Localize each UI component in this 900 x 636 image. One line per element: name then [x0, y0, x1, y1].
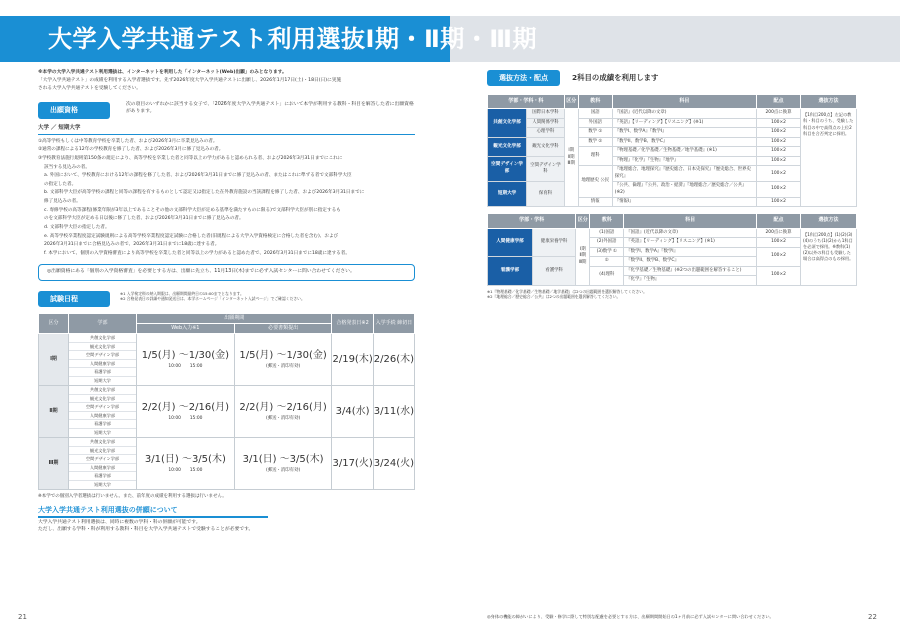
qualification-header: [38, 102, 415, 118]
kubun-cell: Ⅰ期: [39, 334, 69, 386]
dept: 人間健康学部: [69, 360, 136, 369]
doc-period: [234, 334, 332, 386]
time: 10:00 15:00: [168, 467, 203, 473]
course-cell: 『国語』(近代以降の文章): [624, 228, 757, 238]
course-cell: 『公共、倫理』『公共、政治・経済』『地理総合／歴史総合／公共』(※2): [612, 182, 756, 198]
score-cell: 200点に換算: [757, 109, 801, 119]
selection-heading: 選抜方法・配点: [487, 70, 560, 86]
sub: (郵送・消印有効): [266, 363, 301, 369]
method-cell: 【1科目200点】左記の教科・科目のうち、受験した科目の中で高得点の上位2科目を合否判定に採用。: [801, 109, 857, 207]
list-item: f. 本学において、個別の入学資格審査により高等学校を卒業した者と同等以上の学力があると認めた者で、2026年3月31日までに18歳に達する者。: [44, 251, 350, 257]
dept: 短期大学: [94, 429, 111, 435]
table-row: [488, 228, 857, 238]
score-cell: 100×2: [757, 147, 801, 157]
sub: (郵送・消印有効): [266, 467, 301, 473]
course-cell: 『数学II、数学B、数学C』: [612, 137, 756, 147]
dept: 空間デザイン学部: [69, 351, 136, 360]
col-header: 配点: [757, 214, 801, 228]
dept: 空間デザイン学部: [69, 403, 136, 412]
list-item: 該当する見込みの者。: [44, 164, 90, 170]
score-cell: 100×2: [757, 197, 801, 207]
score-cell: 100×2: [757, 128, 801, 138]
concurrent-line: 大学入学共通テスト利用選抜は、同時に複数の学科・科の併願が可能です。: [38, 519, 201, 525]
course-cell: 『化学』『生物』: [624, 276, 757, 286]
col-header: 入学手続 締切日: [373, 313, 414, 334]
dept: 短期大学: [94, 377, 111, 383]
score-cell: 100×2: [757, 238, 801, 248]
qualification-sub: 大学 ／ 短期大学: [38, 125, 415, 135]
list-item: ①高等学校もしくは中等教育学校を卒業した者、および2026年3月に卒業見込みの者。: [38, 138, 218, 144]
dept: 観光文化学部: [69, 395, 136, 404]
subject-cell: (1)国語: [590, 228, 624, 238]
header: [0, 0, 900, 70]
qualification-heading: 出願資格: [38, 102, 110, 118]
col-header: 配点: [757, 95, 801, 109]
schedule-footnote: ※本学での個別入学者選抜は行いません。また、前年度の成績を利用する選抜は行いません。: [38, 494, 227, 500]
qualification-list: [38, 139, 415, 258]
list-item: c. 専修学校の高等課程(修業年限が3年以上であることその他の文部科学大臣が定める基準を満たすものに限る)で文部科学大臣が別に指定するも: [44, 207, 341, 213]
course-cell: 『化学基礎／生物基礎』(※2つの出題範囲を解答すること): [624, 266, 757, 276]
list-item: の指定した者。: [44, 181, 77, 187]
course-cell: 『数学I、数学A』『数学I』: [612, 128, 756, 138]
faculty-cell: 空間デザイン学部: [488, 156, 527, 181]
subject-cell: 国語: [578, 109, 612, 119]
dept: 共創文化学部: [69, 334, 136, 343]
list-item: a. 外国において、学校教育における12年の課程を修了した者、および2026年3月31日までに修了見込みの者、またはこれに準ずる者で文部科学大臣: [44, 173, 352, 179]
list-item: b. 文部科学大臣が高等学校の課程と同等の課程を有するものとして認定又は指定した在外教育施設の当該課程を修了した者、および2026年3月31日までに: [44, 190, 365, 196]
col-header: 区分: [576, 214, 590, 228]
dept-cell: 看護学科: [532, 257, 575, 286]
dept-list: [69, 334, 137, 386]
dept-cell: 人間関係学科: [527, 118, 565, 128]
score-cell: 100×2: [757, 166, 801, 182]
subject-cell: 理科: [578, 147, 612, 166]
selection-table-1: [487, 94, 857, 207]
concurrent-line: ただし、出願する学科・科が利用する教科・科目を大学入学共通テストで受験することが必要です。: [38, 526, 254, 532]
selection-table-2: [487, 213, 857, 285]
list-item: 修了見込みの者。: [44, 199, 81, 205]
col-header: 合格発表日※2: [332, 313, 373, 334]
kubun-cell: Ⅲ期: [39, 438, 69, 490]
dept-list: [69, 438, 137, 490]
col-header: 必要書類提出: [234, 324, 332, 334]
course-cell: 『物理』『化学』『生物』『地学』: [612, 156, 756, 166]
table-row: [39, 438, 415, 490]
course-cell: 『地理総合、地理探究』『歴史総合、日本史探究』『歴史総合、世界史探究』: [612, 166, 756, 182]
subject-cell: 数学 ①: [578, 128, 612, 138]
enroll-date: 3/11(水): [373, 386, 414, 438]
dept: 観光文化学部: [69, 447, 136, 456]
list-item: 2026年3月31日までに合格見込みの者で、2026年3月31日までに18歳に達する者。: [44, 242, 220, 248]
dept-cell: 観光文化学科: [527, 137, 565, 156]
page-title: 大学入学共通テスト利用選抜Ⅰ期・Ⅱ期・Ⅲ期: [48, 25, 537, 53]
faculty-cell: 短期大学: [488, 182, 527, 207]
intro-text: [38, 70, 415, 92]
course-cell: 『情報I』: [612, 197, 756, 207]
subject-cell: (4)理科: [590, 266, 624, 285]
doc-period: [234, 438, 332, 490]
col-header: Web入力※1: [137, 324, 235, 334]
kubun-cell: Ⅰ期 Ⅱ期 Ⅲ期: [576, 228, 590, 285]
dept: 空間デザイン学部: [69, 455, 136, 464]
dept: 短期大学: [94, 481, 111, 487]
score-cell: 100×2: [757, 182, 801, 198]
table-row: [39, 334, 415, 386]
enroll-date: 3/24(火): [373, 438, 414, 490]
score-cell: 100×2: [757, 247, 801, 266]
course-cell: 『数学II、数学B、数学C』: [624, 257, 757, 267]
footnote: ※1『物理基礎／化学基礎／生物基礎／地学基礎』は2つの出題範囲を選択解答してください。: [487, 288, 647, 294]
col-header: 科目: [612, 95, 756, 109]
list-item: d. 文部科学大臣の指定した者。: [44, 225, 110, 231]
bottom-note: ◎身体の機能の障がいにより、受験・修学に際して特別な配慮を必要とする方は、出願期間開始日の1ヶ月前に必ず入試センターに問い合わせください。: [487, 614, 774, 619]
col-header: 教科: [590, 214, 624, 228]
dept: 観光文化学部: [69, 343, 136, 352]
intro-line: 「大学入学共通テスト」の成績を利用する入学者選抜です。先ず2026年度大学入学共通テストに出願し、2026年1月17日(土)・18日(日)に実施: [38, 77, 342, 83]
dept-list: [69, 386, 137, 438]
subject-cell: 数学 ②: [578, 137, 612, 147]
result-date: 2/19(木): [332, 334, 373, 386]
right-page: [487, 70, 857, 300]
faculty-cell: 看護学部: [488, 257, 533, 286]
time: 10:00 15:00: [168, 415, 203, 421]
col-header: 学部・学科・科: [488, 95, 565, 109]
col-header: 学部: [69, 313, 137, 334]
table-row: [39, 386, 415, 438]
time: 10:00 15:00: [168, 363, 203, 369]
kubun-cell: Ⅱ期: [39, 386, 69, 438]
dept-cell: 国際日本学科: [527, 109, 565, 119]
sub: (郵送・消印有効): [266, 415, 301, 421]
list-item: e. 高等学校卒業程度認定試験規則による高等学校卒業程度認定試験に合格した者(旧規程による大学入学資格検定に合格した者を含む)、および: [44, 233, 339, 239]
dept: 人間健康学部: [69, 464, 136, 473]
selection-footnotes: [487, 289, 857, 300]
subject-cell: 地理歴史 公民: [578, 166, 612, 198]
intro-line: される大学入学共通テストを受験してください。: [38, 85, 141, 91]
dept: 看護学部: [69, 368, 136, 377]
concurrent-text: [38, 520, 415, 534]
result-date: 3/4(水): [332, 386, 373, 438]
col-header: 選抜方法: [801, 214, 857, 228]
subject-cell: 外国語: [578, 118, 612, 128]
col-header: 学部・学科: [488, 214, 576, 228]
schedule-table: [38, 313, 415, 491]
doc-period: [234, 386, 332, 438]
dept: 共創文化学部: [69, 386, 136, 395]
intro-line: ※本学の大学入学共通テスト利用選抜は、インターネットを利用した「インターネット(Web)出願」のみとなります。: [38, 70, 287, 75]
table-row: [488, 109, 857, 119]
date: 2/2(月) ～2/16(月): [141, 402, 230, 414]
list-item: のを文部科学大臣が定める日以後に修了した者、および2026年3月31日までに修了見込みの者。: [44, 216, 244, 222]
score-cell: 100×2: [757, 156, 801, 166]
col-header: 区分: [564, 95, 578, 109]
col-header: 選抜方法: [801, 95, 857, 109]
schedule-heading: 試験日程: [38, 291, 110, 307]
course-cell: 『英語』【リーディング】【リスニング】(※1): [612, 118, 756, 128]
score-cell: 100×2: [757, 266, 801, 285]
dept: 看護学部: [69, 420, 136, 429]
dept-cell: 健康栄養学科: [532, 228, 575, 257]
dept-cell: 保育科: [527, 182, 565, 207]
dept: 看護学部: [69, 472, 136, 481]
dept-cell: 空間デザイン学科: [527, 156, 565, 181]
faculty-cell: 観光文化学部: [488, 137, 527, 156]
course-cell: 『英語』【リーディング】【リスニング】(※1): [624, 238, 757, 248]
course-cell: 『物理基礎／化学基礎／生物基礎／地学基礎』(※1): [612, 147, 756, 157]
schedule-note: ※1 入学検定料の納入期限は、出願期間最終日の15:00までとなります。: [120, 290, 244, 296]
selection-header: [487, 70, 857, 86]
date: 1/5(月) ～1/30(金): [239, 350, 327, 362]
date: 3/1(日) ～3/5(木): [144, 454, 226, 466]
result-date: 3/17(火): [332, 438, 373, 490]
faculty-cell: 人間健康学部: [488, 228, 533, 257]
kubun-cell: Ⅰ期 Ⅱ期 Ⅲ期: [564, 109, 578, 207]
qualification-note: ◎出願資格にある「個別の入学資格審査」を必要とする方は、出願に先立ち、11月13日(木)までに必ず入試センターに問い合わせてください。: [38, 264, 415, 281]
subject-cell: ②: [590, 257, 624, 267]
score-cell: 100×2: [757, 137, 801, 147]
score-cell: 200点に換算: [757, 228, 801, 238]
enroll-date: 2/26(木): [373, 334, 414, 386]
subject-cell: 情報: [578, 197, 612, 207]
schedule-notes: [120, 291, 305, 302]
subject-cell: (2)外国語: [590, 238, 624, 248]
web-period: [137, 386, 235, 438]
col-header: 教科: [578, 95, 612, 109]
list-item: ③学校教育法施行規則第150条の規定により、高等学校を卒業した者と同等以上の学力があると認められる者、および2026年3月31日までにこれに: [38, 155, 343, 161]
schedule-header: [38, 291, 415, 307]
qualification-desc: 次の項目のいずれかに該当する女子で、「2026年度大学入学共通テスト」において本学が利用する教科・科目を解答した者に出願資格があります。: [126, 102, 414, 115]
faculty-cell: 共創文化学部: [488, 109, 527, 138]
schedule-note: ※2 合格発表日の詳細や通知発送日は、本学ホームページ「インターネット入試ページ」でご確認ください。: [120, 296, 305, 302]
col-header: 出願期間: [137, 313, 332, 323]
date: 1/5(月) ～1/30(金): [141, 350, 230, 362]
web-period: [137, 334, 235, 386]
dept: 人間健康学部: [69, 412, 136, 421]
concurrent-heading: 大学入学共通テスト利用選抜の併願について: [38, 505, 268, 518]
page-number-left: 21: [18, 613, 27, 621]
web-period: [137, 438, 235, 490]
page-number-right: 22: [868, 613, 877, 621]
left-page: [38, 70, 415, 534]
course-cell: 『国語』(近代以降の文章): [612, 109, 756, 119]
subject-cell: (3)数学 ①: [590, 247, 624, 257]
course-cell: 『数学I、数学A』『数学I』: [624, 247, 757, 257]
date: 2/2(月) ～2/16(月): [239, 402, 327, 414]
selection-lead: 2科目の成績を利用します: [572, 72, 659, 82]
col-header: 科目: [624, 214, 757, 228]
method-cell: 【1科目200点】(1)(2)(3)(4)のうち(1)(2)から1科目を必須で採用。※教科(1)(2)以外の科目も受験した場合は高得点のもの採用。: [801, 228, 857, 285]
footnote: ※2『地理総合／歴史総合／公共』は2つの出題範囲を選択解答してください。: [487, 294, 621, 300]
dept-cell: 心理学科: [527, 128, 565, 138]
col-header: 区分: [39, 313, 69, 334]
dept: 共創文化学部: [69, 438, 136, 447]
date: 3/1(日) ～3/5(木): [242, 454, 324, 466]
list-item: ②通常の課程による12年の学校教育を修了した者、および2026年3月に修了見込みの者。: [38, 147, 224, 153]
score-cell: 100×2: [757, 118, 801, 128]
